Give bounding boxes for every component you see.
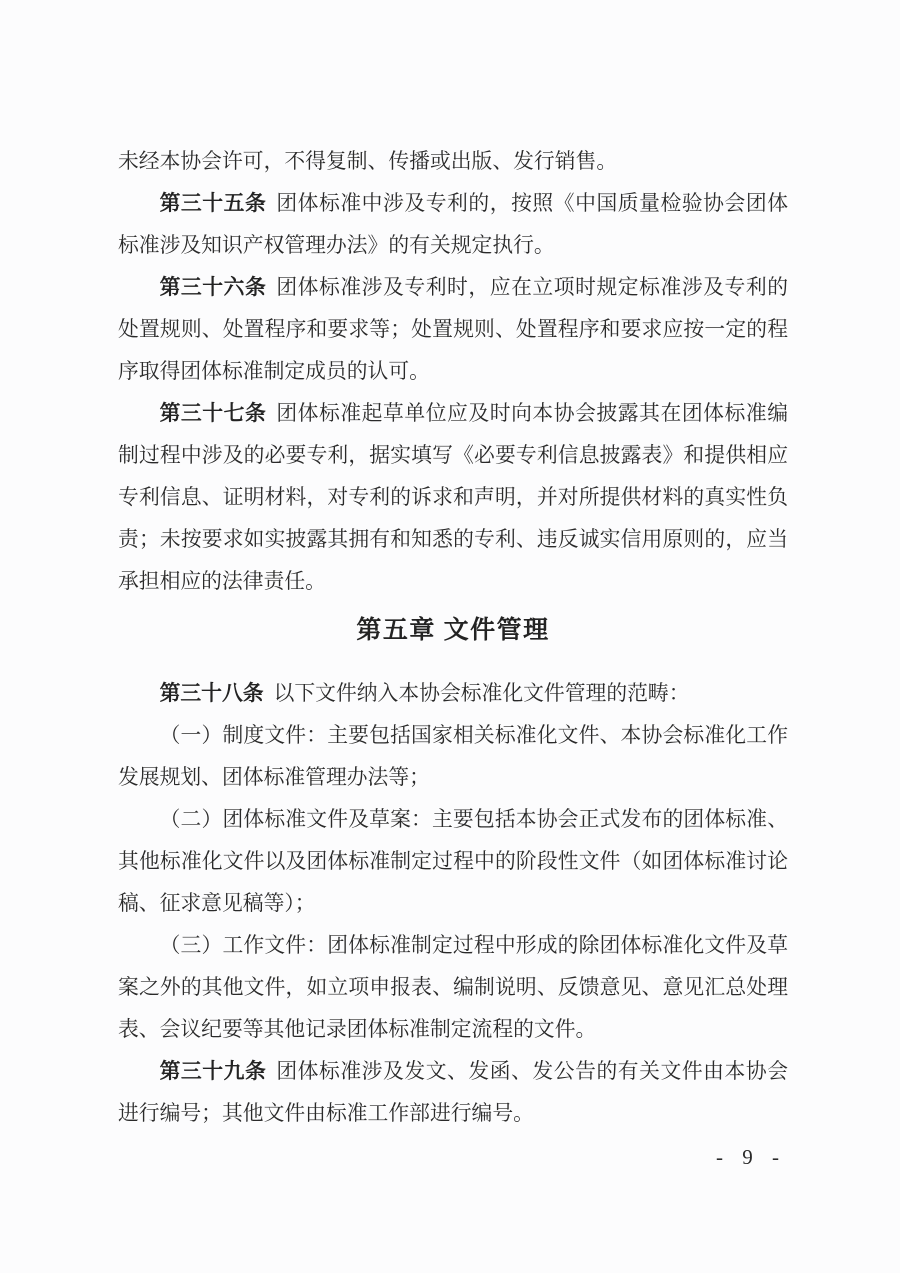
paragraph-item-1 <box>118 715 788 799</box>
paragraph-continuation <box>118 141 788 183</box>
paragraph-text: 团体标准涉及专利时，应在立项时规定标准涉及专利的处置规则、处置程序和要求等；处置规则、处置程序和要求应按一定的程序取得团体标准制定成员的认可。 <box>118 276 789 383</box>
paragraph-text: 团体标准起草单位应及时向本协会披露其在团体标准编制过程中涉及的必要专利，据实填写《必要专利信息披露表》和提供相应专利信息、证明材料，对专利的诉求和声明，并对所提供材料的真实性负责；未按要求如实披露其拥有和知悉的专利、违反诚实信用原则的，应当承担相应的法律责任。 <box>118 402 789 593</box>
paragraph-item-2 <box>118 799 788 925</box>
paragraph-article-39 <box>118 1051 788 1135</box>
paragraph-text: （二）团体标准文件及草案：主要包括本协会正式发布的团体标准、其他标准化文件以及团体标准制定过程中的阶段性文件（如团体标准讨论稿、征求意见稿等）； <box>118 808 788 915</box>
paragraph-article-38 <box>118 673 788 715</box>
paragraph-text: 以下文件纳入本协会标准化文件管理的范畴： <box>273 682 690 705</box>
chapter-heading: 第五章 文件管理 <box>356 617 550 644</box>
page-number: - 9 - <box>716 1145 786 1169</box>
paragraph-article-36 <box>118 267 788 393</box>
paragraph-text: 团体标准中涉及专利的，按照《中国质量检验协会团体标准涉及知识产权管理办法》的有关规定执行。 <box>118 192 789 257</box>
paragraph-text: 未经本协会许可，不得复制、传播或出版、发行销售。 <box>118 150 618 173</box>
paragraph-item-3 <box>118 925 788 1051</box>
document-content <box>118 141 788 1170</box>
paragraph-article-37 <box>118 393 788 603</box>
paragraph-text: （一）制度文件：主要包括国家相关标准化文件、本协会标准化工作发展规划、团体标准管理办法等； <box>118 724 788 789</box>
article-number: 第三十九条 <box>159 1060 267 1083</box>
paragraph-article-35 <box>118 183 788 267</box>
article-number: 第三十八条 <box>159 682 264 705</box>
paragraph-text: （三）工作文件：团体标准制定过程中形成的除团体标准化文件及草案之外的其他文件，如立项申报表、编制说明、反馈意见、意见汇总处理表、会议纪要等其他记录团体标准制定流程的文件。 <box>118 934 788 1041</box>
article-number: 第三十五条 <box>159 192 267 215</box>
article-number: 第三十六条 <box>159 276 267 299</box>
paragraph-text: 团体标准涉及发文、发函、发公告的有关文件由本协会进行编号；其他文件由标准工作部进行编号。 <box>118 1060 789 1125</box>
article-number: 第三十七条 <box>159 402 267 425</box>
